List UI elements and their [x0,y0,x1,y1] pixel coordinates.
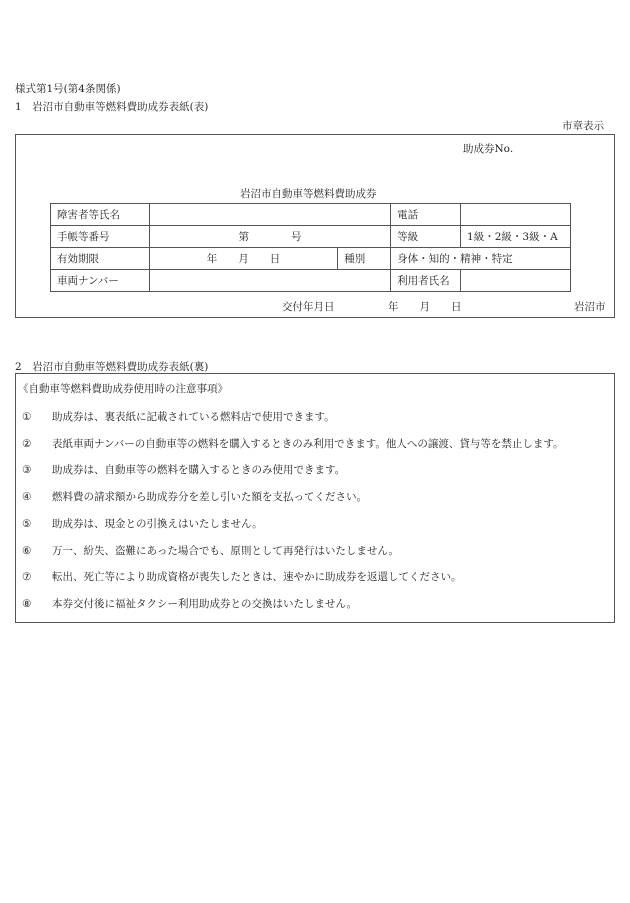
phone-value [461,204,571,226]
note-item: ⑥ 万一、紛失、盗難にあった場合でも、原則として再発行はいたしません。 [22,545,400,557]
name-value [149,204,390,226]
grade-value: 1級・2級・3級・A [461,226,571,248]
name-row [51,204,571,226]
validity-label: 有効期限 [51,248,150,270]
note-item: ⑧ 本券交付後に福祉タクシー利用助成券との交換はいたしません。 [22,598,358,610]
note-item: ④ 燃料費の請求額から助成券分を差し引いた額を支払ってください。 [22,491,367,503]
seal-label: 市章表示 [562,120,604,132]
ticket-title: 岩沼市自動車等燃料費助成券 [240,188,377,200]
type-value: 身体・知的・精神・特定 [391,248,571,270]
validity-row [51,248,571,270]
user-value [461,270,571,292]
handbook-value: 第 号 [149,226,390,248]
plate-label: 車両ナンバー [51,270,150,292]
ticket-form-table [50,203,571,292]
section1-title: 1 岩沼市自動車等燃料費助成券表紙(表) [15,101,209,113]
note-item: ① 助成券は、裏表紙に記載されている燃料店で使用できます。 [22,411,335,423]
issue-date-value: 年 月 日 [388,301,462,313]
plate-value [149,270,390,292]
type-label: 種別 [338,248,391,270]
grade-label: 等級 [391,226,461,248]
note-item: ② 表紙車両ナンバーの自動車等の燃料を購入するときのみ利用できます。他人への譲渡、貸与等を禁止します。 [22,438,564,450]
user-label: 利用者氏名 [391,270,461,292]
ticket-number-label: 助成券No. [463,143,514,155]
name-label: 障害者等氏名 [51,204,150,226]
form-label: 様式第1号(第4条関係) [15,83,121,95]
issue-date-label: 交付年月日 [282,301,335,313]
notes-heading: 《自動車等燃料費助成券使用時の注意事項》 [18,383,228,395]
handbook-row [51,226,571,248]
note-item: ⑦ 転出、死亡等により助成資格が喪失したときは、速やかに助成券を返還してください。 [22,571,462,583]
plate-row [51,270,571,292]
note-item: ③ 助成券は、自動車等の燃料を購入するときのみ使用できます。 [22,464,346,476]
phone-label: 電話 [391,204,461,226]
note-item: ⑤ 助成券は、現金との引換えはいたしません。 [22,518,263,530]
section2-title: 2 岩沼市自動車等燃料費助成券表紙(裏) [15,361,209,373]
handbook-label: 手帳等番号 [51,226,150,248]
validity-value: 年 月 日 [149,248,337,270]
issuer-name: 岩沼市 [574,301,606,313]
